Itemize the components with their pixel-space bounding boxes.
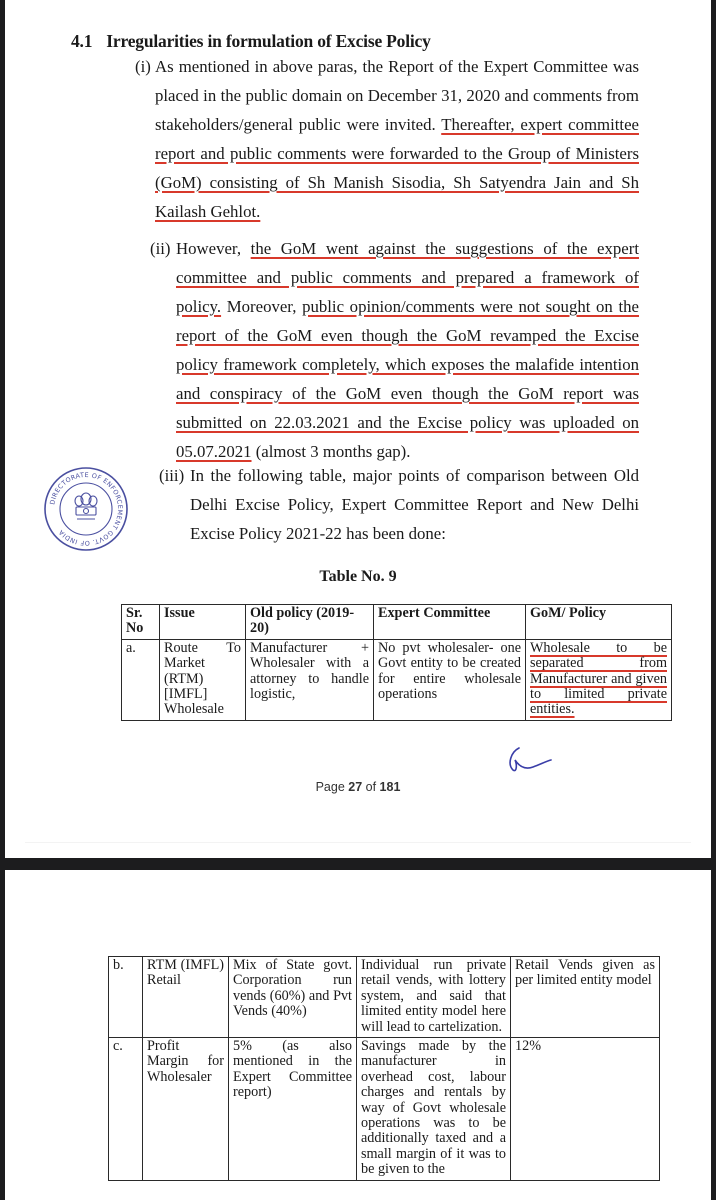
- table-row: [109, 1038, 660, 1181]
- document-page-27: [5, 0, 711, 858]
- document-page-28: [5, 870, 711, 1200]
- header-old-policy: Old policy (2019-20): [246, 605, 374, 640]
- signature-icon: [503, 744, 555, 778]
- paragraph-marker: (i): [135, 57, 151, 76]
- paragraph-text: In the following table, major points of comparison between Old Delhi Excise Policy, Expert Committee Report and New Delhi Excise Policy 2021-22 has been done:: [190, 466, 639, 543]
- cell-expert-committee: Individual run private retail vends, with lottery system, and said that limited entity model here will lead to cartelization.: [357, 957, 511, 1038]
- header-expert-committee: Expert Committee: [374, 605, 526, 640]
- cell-sr: a.: [122, 639, 160, 720]
- seal-text: DIRECTORATE OF ENFORCEMENT GOVT. OF INDIA: [48, 470, 125, 548]
- table-row: [122, 639, 672, 720]
- cell-old-policy: Mix of State govt. Corporation run vends (60%) and Pvt Vends (40%): [229, 957, 357, 1038]
- table-header-row: [122, 605, 672, 640]
- cell-gom-policy: [526, 639, 672, 720]
- paragraph-text: Moreover,: [221, 297, 303, 316]
- comparison-table: [121, 604, 672, 721]
- section-number: 4.1: [71, 31, 93, 51]
- header-issue: Issue: [160, 605, 246, 640]
- paragraph-i: [135, 52, 639, 226]
- paragraph-text: However,: [176, 239, 251, 258]
- paragraph-text: (almost 3 months gap).: [251, 442, 411, 461]
- cell-sr: c.: [109, 1038, 143, 1181]
- cell-expert-committee: No pvt wholesaler- one Govt entity to be created for entire wholesale operations: [374, 639, 526, 720]
- cell-expert-committee: Savings made by the manufacturer in overhead cost, labour charges and rentals by way of Govt wholesale operations was to be additionally taxed and a small margin of it was to be given to the: [357, 1038, 511, 1181]
- cell-issue: Route To Market (RTM) [IMFL] Wholesale: [160, 639, 246, 720]
- underlined-text: Thereafter, expert committee report and public comments were forwarded to the Group of Ministers (GoM) consisting of Sh Manish Sisodia, Sh Satyendra Jain and Sh Kailash Gehlot.: [155, 115, 639, 221]
- cell-gom-policy: Retail Vends given as per limited entity model: [511, 957, 660, 1038]
- paragraph-marker: (ii): [150, 239, 171, 258]
- page-number: [5, 780, 711, 794]
- paragraph-text: As mentioned in above paras, the Report of the Expert Committee was placed in the public domain on December 31, 2020 and comments from stakeholders/general public were invited.: [155, 57, 639, 134]
- table-row: [109, 957, 660, 1038]
- underlined-text: public opinion/comments were not sought on the report of the GoM even though the GoM revamped the Excise policy framework completely, which exposes the malafide intention and conspiracy of the GoM even though the GoM report was submitted on 22.03.2021 and the Excise policy was uploaded on 05.07.2021: [176, 297, 639, 461]
- header-sr-no: Sr. No: [122, 605, 160, 640]
- section-title: Irregularities in formulation of Excise Policy: [106, 31, 431, 51]
- comparison-table-continued: [108, 956, 660, 1181]
- cell-sr: b.: [109, 957, 143, 1038]
- page-current: 27: [348, 780, 363, 794]
- enforcement-directorate-seal-icon: [43, 466, 129, 552]
- cell-issue: RTM (IMFL) Retail: [143, 957, 229, 1038]
- cell-old-policy: 5% (as also mentioned in the Expert Committee report): [229, 1038, 357, 1181]
- paragraph-ii: [150, 234, 639, 466]
- section-heading: [71, 31, 431, 52]
- cell-old-policy: Manufacturer + Wholesaler with a attorney to handle logistic,: [246, 639, 374, 720]
- underlined-text: Wholesale to be separated from Manufacturer and given to limited private entities.: [530, 639, 667, 718]
- underlined-text: the GoM went against the suggestions of the expert committee and public comments and prepared a framework of policy.: [176, 239, 639, 316]
- page-of: of: [362, 780, 380, 794]
- paragraph-iii: [159, 461, 639, 548]
- cell-gom-policy: 12%: [511, 1038, 660, 1181]
- page-label: Page: [315, 780, 349, 794]
- table-caption: Table No. 9: [319, 568, 397, 585]
- page-total: 181: [379, 780, 401, 794]
- cell-issue: Profit Margin for Wholesaler: [143, 1038, 229, 1181]
- page-bottom-edge: [25, 842, 691, 843]
- header-gom-policy: GoM/ Policy: [526, 605, 672, 640]
- paragraph-marker: (iii): [159, 466, 185, 485]
